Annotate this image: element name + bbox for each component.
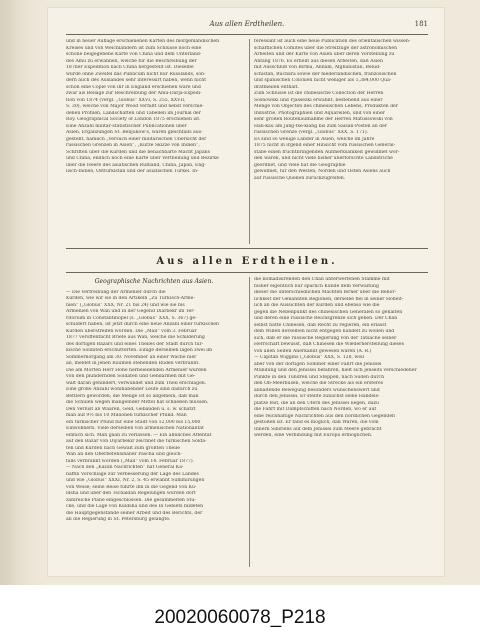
text-line: Asien, Ergänzungen St. Benjukow's, waren gleichfalls aus-: [66, 130, 203, 135]
text-line: plätze fest, die an den Ufern des Jenissei liegen, dazu: [254, 400, 379, 406]
text-line: 1875 nicht in irgend einer Hinsicht vom russischen General-: [254, 143, 396, 148]
archive-caption: 20020060078_P218: [154, 607, 326, 628]
text-line: lichkeit der Genannten Regionen, derselbe fiel in seiner Hoheit-: [254, 296, 404, 302]
text-line: des dortigen Bazars und eines Theiles der Stadt durch tür-: [66, 341, 204, 347]
bottom-right-column: [254, 277, 428, 567]
text-line: — Nach den „Kazan Nachrichten“ hat General Ka-: [66, 465, 184, 470]
text-line: schöne beigegebene Karte von China und dem Unterland-: [66, 52, 202, 57]
text-line: Wan an den Oberbefehlshaber Pascha und gleich-: [66, 452, 182, 457]
text-line: Menge von Objecten des chinesischen Lebens, Produkten der: [254, 104, 398, 109]
text-line: mit Ausschluß von Birma, Annam, Afghanistan, Belud-: [254, 65, 381, 70]
section-rule-bottom: [66, 272, 428, 273]
text-line: und in neuer Auflage erschienenen Karten des morgenländischen: [66, 39, 220, 44]
section-heading: Aus allen Erdtheilen.: [156, 256, 338, 267]
text-line: die Schulen wegen mangelnder Mittel hat schließen müssen.: [66, 400, 209, 405]
text-line: Mündung und den Jenissei befahren, hielt sich jenseits verschiedener: [254, 368, 417, 373]
text-line: Anfang 1876. Es erhellt aus diesen Arbeiten, daß Asien: [254, 58, 383, 64]
text-line: anhaltende Bewegung besonders wünschenswert und: [254, 387, 380, 393]
text-line: und spanischen Colonien nicht weniger als 1,384,000 Qua-: [254, 78, 392, 83]
text-line: Die am Morten Herr Hohe herbeieilenden Armenier wurden: [66, 367, 207, 373]
text-line: die nomadisirenden den Chan unterwerfenen Stämme mit: [254, 277, 390, 282]
text-line: auf russische Quellen zurückzugreifen.: [254, 175, 346, 181]
text-line: die Fahrt mit Dampfschiffen nach Norden, wo er auf: [254, 407, 377, 412]
text-line: Es sind so wenige Länder in Asien, welche im Jahre: [254, 136, 375, 142]
text-line: sehr großen Routenaufnahme der Herren Matussowski von: [254, 117, 393, 122]
text-line: von Weise; seine Reise führte ihn in die Gegend von Ku-: [66, 484, 197, 490]
subsection-heading: Geographische Nachrichten aus Asien.: [94, 278, 214, 285]
text-line: gestoßen ist. Er fand es möglich, daß Waren, die vom: [254, 420, 379, 425]
text-line: selbst hatte Chinesen, daß Recht zu regieren, ein erlässt: [254, 322, 387, 328]
book-gutter: [0, 0, 48, 585]
header-rule: [66, 34, 428, 35]
text-line: zahlreiche Pläne eingeschlossen. Die gesammelten Stü-: [66, 497, 196, 503]
text-line: des Amu zu erwähnen, welche für die Beschreibung der: [66, 58, 197, 64]
text-line: auf den Bazar von Diyarbekir zeichnet die türkischen Solda-: [66, 439, 207, 444]
text-line: — Capitän Wiggins („Globus“ XXX, S. 128, weil: [254, 355, 365, 360]
text-line: Roy. Geographical Society of London 1875 erschienen ist.: [66, 117, 201, 122]
text-line: dern auch des Auslandes sehr interessirt haben, wenn nicht: [66, 78, 207, 83]
text-line: durch den Jenissei. Er stellte zunächst seine Handels-: [254, 394, 380, 399]
text-line: und China, endlich noch eine Karte über Vertheilung und Bezirke: [66, 156, 219, 161]
text-line: Eine Anzahl militär-statistischer Publicationen über: [66, 123, 187, 129]
running-head: [66, 20, 428, 32]
text-line: werden, eine Verbindung mit Europa ermöglichen.: [254, 433, 373, 438]
running-title: Aus allen Erdtheilen.: [209, 20, 285, 28]
text-line: Kurden, wie wir sie in den Artikeln „Zu Türkisch-Arme-: [66, 296, 195, 301]
text-line: Den Verlust an Waaren, Geld, Gebäuden u. s. w. schätzt: [66, 406, 196, 412]
text-line: kische Soldaten erschütterten. Einige derselben lagen zwei im: [66, 348, 213, 353]
section-rule-top: [66, 248, 428, 249]
text-line: bisher eigentlich nur spärlich Kunde dem Verwaltung: [254, 283, 379, 289]
text-line: dem Willen derselben nicht entgegen handelt zu wollen und: [254, 329, 395, 334]
text-line: Kreises und von Weichländern ist zum Schlusse noch eine: [66, 45, 202, 51]
text-line: dieser die unterschiedlichen Mächten ferner über die Behör-: [254, 290, 397, 295]
text-line: stabe einen fruchtbringenden Aufmerksamkeit gewidmet wor-: [254, 149, 400, 155]
text-line: gestellt, nämlich „Versuch einer militärischen Übersicht der: [66, 136, 207, 142]
text-line: zwar als Beilage zur Beschreibung der Amu-Darja-Expedi-: [66, 91, 202, 96]
text-line: ritorium in Constantinopel (s. „Globus“ XXX, S. 367) ge-: [66, 315, 197, 321]
text-line: den Ob-Meerbusen, welche die Strecke als ein ersteres: [254, 381, 384, 386]
top-right-column: [254, 39, 428, 244]
text-line: gegen die Nebenpunkt des chinesischen Generalen so gehalten: [254, 309, 403, 315]
text-line: von den plündernden Soldaten und Gendarmen mit Ge-: [66, 374, 196, 379]
text-line: ein türkischer Pfund für eine Stadt von 12,000 bis 15,000: [66, 419, 201, 425]
text-line: und wie „Globus“ XXXI, Nr. 2, S. 45 erwähnt Summirungen: [66, 478, 205, 483]
text-line: schon eine Copie von ihr in England erschienen wäre und: [66, 84, 201, 90]
text-line: aber von der dortigen Sommer einer Fahrt die Jenissei: [254, 361, 382, 367]
text-line: die Hauptgegenstände seiner Arbeit und des Berichts, der: [66, 510, 203, 516]
text-line: schaftlichen Comités über die Streifzüge der astronomischen: [254, 45, 398, 51]
text-line: nien“ („Globus“ XXX, Nr. 21 bis 24) und wie sie bis: [66, 302, 185, 308]
top-left-column: [66, 39, 242, 244]
text-line: würde ohne Zweifel das Publicum nicht nur Russlands, son-: [66, 71, 206, 77]
text-line: Kurden überstreifen worden. Die „Mail“ vom 3. Februar: [66, 328, 197, 334]
text-line: Armenien von Wan und in der Gegend Diarbekr im Ter-: [66, 309, 195, 314]
text-line: 1877 veröffentlicht Briefe aus Wan, welche die Schilderung: [66, 335, 205, 340]
text-line: Innern Sibiriens auf dem Jenissei zum Meere gebracht: [254, 426, 382, 432]
text-line: sich, daß er die russische Regierung von der Tatsache seiner: [254, 335, 397, 341]
text-line: eine reichhaltige Nachrichten aus den nördlichen Gegenden: [254, 413, 395, 419]
text-line: falls verbrannt worden („Mail“ vom 14. Februar 1877).: [66, 458, 195, 464]
text-line: lich an die Aussichten der Kurden und ebenso wie die: [254, 303, 380, 308]
text-line: man auf 9½ bis 10 Millionen türkischer Pfund. Man: [66, 413, 187, 418]
page-number: 181: [414, 20, 428, 28]
text-line: Han-kau am Jang-tse-kiang bis zum Saisan-Posten an der: [254, 123, 388, 129]
text-line: ten und Kurden nach Gewalt zum größten Theile: [66, 445, 180, 451]
text-line: geordnet, und viele hat die Geographie: [254, 162, 346, 168]
column-divider-bottom: [249, 277, 250, 567]
text-line: und deren eine russische Reichsgrenze sich geben. Der Chan: [254, 316, 398, 321]
column-divider-top: [249, 39, 250, 244]
text-line: Einwohnern. Viele derselben von armenischen Nationalität: [66, 426, 204, 431]
text-line: cke, und die Lage von Kuldsha und des Ili Gebiets bildeten: [66, 504, 204, 509]
text-line: dratmeilen enthält.: [254, 84, 299, 90]
text-line: über die Heere des asiatischen Rußland, China, Japan, Eng-: [66, 162, 206, 168]
text-line: Bettlern geworden; die Menge ist so allgemein, daß man: [66, 393, 199, 399]
text-line: naffin Vorschläge zur Verbesserung der Lage des Landes: [66, 471, 199, 477]
text-line: schistan, Buchara sowie der niederländischen, französischen: [254, 71, 397, 77]
text-line: russischen Grenze (vergl. „Globus“ XXX, S. 171).: [254, 130, 369, 135]
text-line: an, meldet in jenen Räumen stehenden Buden verbrannt.: [66, 361, 200, 366]
text-line: Sommernorgang am 30. November an einer Wache hier: [66, 354, 197, 360]
text-line: an die Regierung in St. Petersburg gelangte.: [66, 517, 171, 522]
text-line: denen Profilen, Landschaften und Tabellen im Journal der: [66, 110, 201, 116]
bottom-left-column: [66, 277, 242, 567]
text-line: Eine große Anzahl wohlhabender Leute sind dadurch zu: [66, 387, 198, 392]
text-line: S. 30), welche von Major Wood verfaßt und nebst verschie-: [66, 104, 204, 109]
text-line: Zum Schlusse ist die chinesische Collection der Herren: [254, 91, 384, 96]
text-line: den wären, und nicht viele bisher unerforschte Landstriche: [254, 156, 393, 161]
text-line: von allen Seiten Anerkannt gewesen wären (A. R.): [254, 348, 372, 354]
text-line: 187her Expedition nach China hergestellt ist. Dieselbe: [66, 65, 194, 70]
text-line: — Die Vertreibung der Armenier durch die: [66, 289, 166, 295]
text-line: ldsha und über den Tschaldan Regelungen wurden dort: [66, 491, 196, 496]
text-line: Schriften über die Kurden und die benachbarte Macht Japans: [66, 149, 211, 155]
text-line: Sosnowski und Pjassezki erwähnt, bestehend aus einer: [254, 97, 383, 103]
book-page: [48, 8, 444, 576]
text-line: russischen Grenzen in Asien“, „Kurze Skizze von Indien“,: [66, 143, 200, 148]
text-line: tion von 1874 (vergl. „Globus“ XXVI, S. 255, XXVII,: [66, 97, 186, 103]
text-line: gewidmet, für den Westen, Norden und Osten Asiens auch: [254, 169, 391, 174]
text-line: Punkte in den Tundren und Steppen, nach Süden durch: [254, 374, 385, 380]
text-line: Herrschaft bewusst, daß Chinesen die Wiederherstellung dieses: [254, 342, 404, 347]
text-line: einfach sich. Man gaan zu verlassen. — Ein ähnliches Attentat: [66, 432, 212, 438]
text-line: lisch-Indien, Ostturkistan und der asiatischen Türkei. In-: [66, 169, 199, 174]
text-line: teressant ist auch eine neue Publication des orientalischen wissen-: [254, 39, 411, 44]
text-line: schildert haben, ist jetzt durch eine neue Anzahl einer türkischen: [66, 322, 219, 327]
text-line: Industrie, Photographien und Aquarellen, und von einer: [254, 110, 385, 116]
text-line: walt daran gehindert, verwundet und zum Theil erschlagen.: [66, 380, 207, 386]
text-line: Arbeiten und der Karte von Asien über deren Vorstellung zu: [254, 52, 395, 57]
